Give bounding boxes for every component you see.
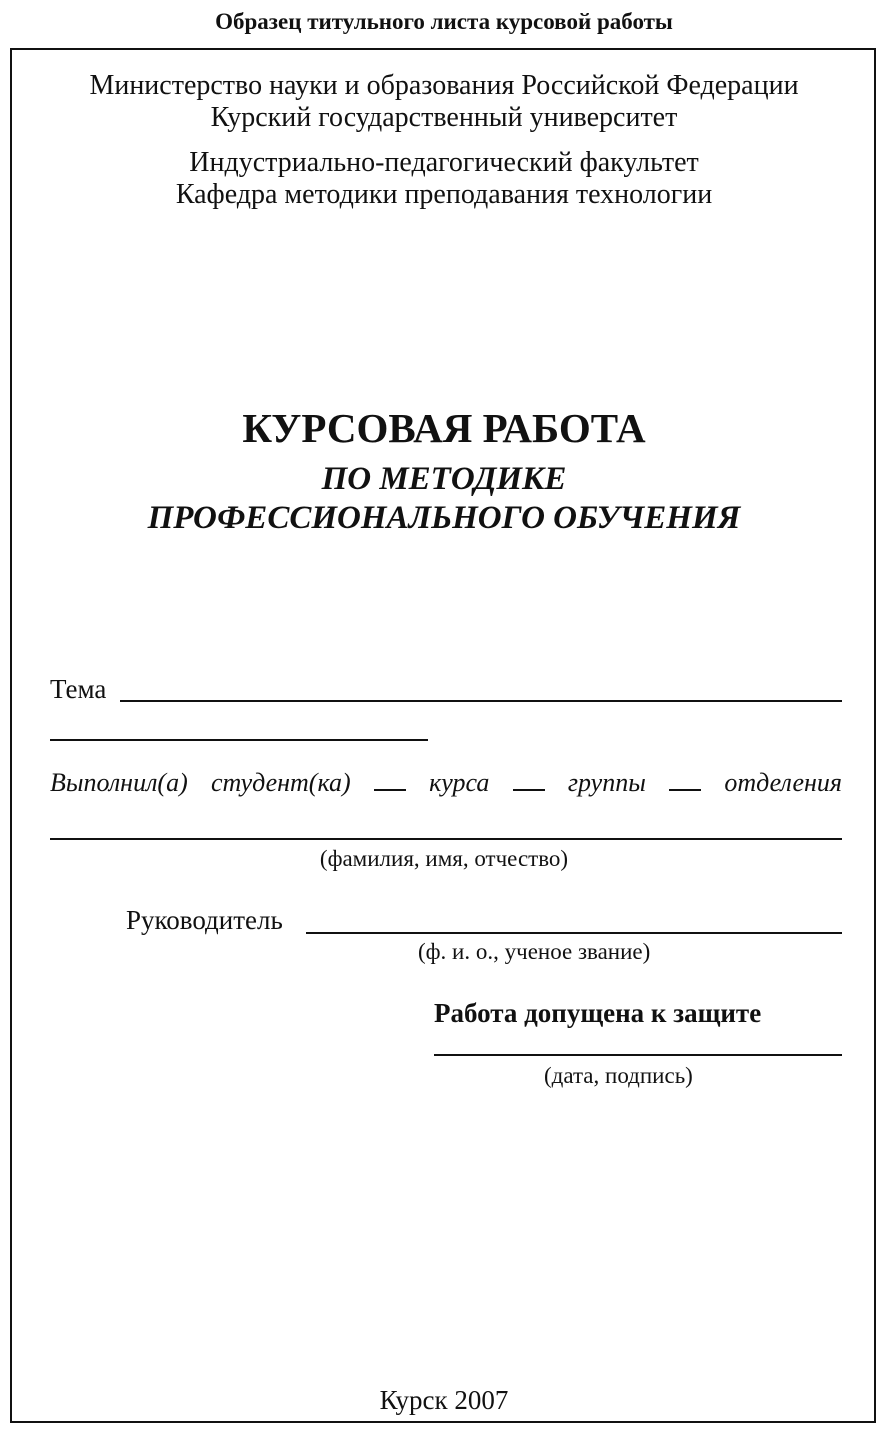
group-blank — [513, 788, 545, 791]
sample-caption: Образец титульного листа курсовой работы — [215, 9, 673, 34]
city-year: Курск 2007 — [379, 1385, 509, 1415]
supervisor-label: Руководитель — [126, 905, 283, 935]
work-subtitle-line-1: ПО МЕТОДИКЕ — [321, 461, 567, 497]
topic-label: Тема — [50, 674, 107, 704]
admitted-label: Работа допущена к защите — [434, 998, 762, 1028]
date-sign-line — [434, 1054, 842, 1056]
university-name: Курский государственный университет — [210, 102, 678, 133]
faculty-name: Индустриально-педагогический факультет — [189, 147, 699, 178]
topic-line-continuation — [50, 739, 428, 741]
department-name: Кафедра методики преподавания технологии — [175, 179, 713, 210]
ministry-name: Министерство науки и образования Российской Федерации — [89, 70, 799, 101]
work-subtitle-line-2: ПРОФЕССИОНАЛЬНОГО ОБУЧЕНИЯ — [147, 500, 741, 536]
course-label: курса — [429, 768, 490, 797]
course-blank — [374, 788, 406, 791]
topic-line — [120, 700, 842, 702]
date-sign-hint: (дата, подпись) — [544, 1063, 693, 1088]
division-blank — [669, 788, 701, 791]
supervisor-hint: (ф. и. о., ученое звание) — [418, 939, 651, 964]
group-label: группы — [567, 768, 646, 797]
fio-hint: (фамилия, имя, отчество) — [319, 846, 569, 871]
student-label: студент(ка) — [210, 768, 351, 797]
student-info-row — [50, 768, 842, 798]
division-label: отделения — [724, 768, 842, 797]
title-page-frame — [10, 48, 876, 1423]
supervisor-line — [306, 932, 842, 934]
fio-line — [50, 838, 842, 840]
performed-by-label: Выполнил(а) — [50, 768, 188, 797]
work-title: КУРСОВАЯ РАБОТА — [242, 405, 646, 451]
